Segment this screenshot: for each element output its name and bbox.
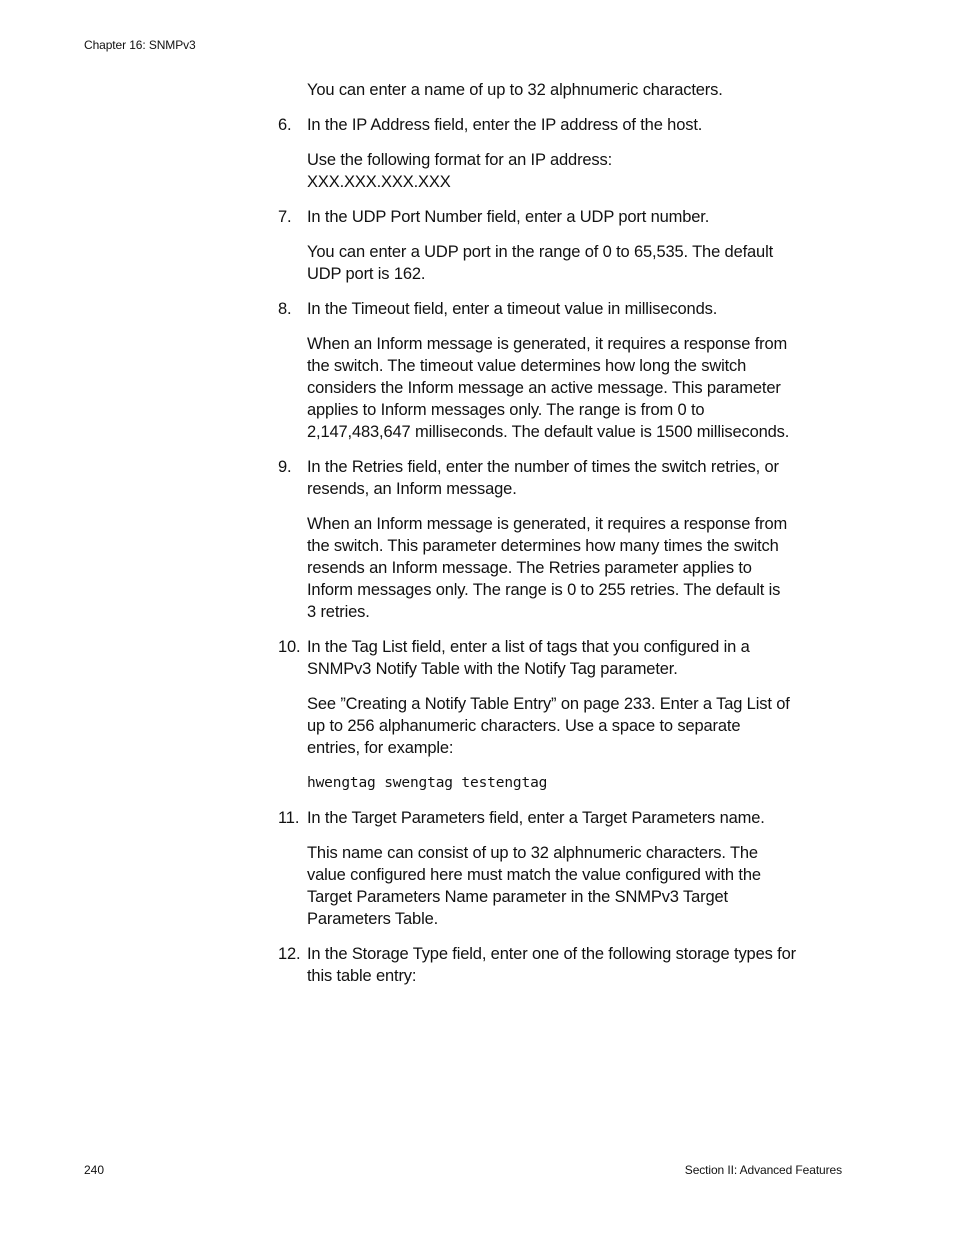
step-8	[278, 298, 848, 320]
text-line: In the Retries field, enter the number of times the switch retries, or	[307, 458, 779, 476]
text-line: Parameters Table.	[307, 910, 439, 928]
paragraph-name-length	[278, 79, 848, 101]
paragraph-target-parameters	[278, 842, 848, 930]
step-text	[307, 943, 848, 987]
text-line: the switch. The timeout value determines how long the switch	[307, 357, 747, 375]
step-10	[278, 636, 848, 680]
step-number: 7.	[278, 208, 292, 226]
page-number: 240	[84, 1163, 105, 1177]
step-11	[278, 807, 848, 829]
step-text: In the Target Parameters field, enter a Target Parameters name.	[307, 809, 765, 827]
text-line: When an Inform message is generated, it requires a response from	[307, 515, 788, 533]
text-line: You can enter a UDP port in the range of 0 to 65,535. The default	[307, 243, 774, 261]
text-line: Target Parameters Name parameter in the SNMPv3 Target	[307, 888, 728, 906]
text-line: resends an Inform message. The Retries parameter applies to	[307, 559, 752, 577]
text-line: considers the Inform message an active message. This parameter	[307, 379, 781, 397]
text-line: You can enter a name of up to 32 alphnumeric characters.	[307, 81, 723, 99]
text-line: applies to Inform messages only. The range is from 0 to	[307, 401, 705, 419]
text-line: resends, an Inform message.	[307, 480, 517, 498]
paragraph-ip-format	[278, 149, 848, 193]
text-line: 3 retries.	[307, 603, 370, 621]
step-7	[278, 206, 848, 228]
text-line: XXX.XXX.XXX.XXX	[307, 173, 451, 191]
step-text: In the IP Address field, enter the IP address of the host.	[307, 116, 703, 134]
step-text: In the UDP Port Number field, enter a UDP port number.	[307, 208, 710, 226]
main-content	[278, 79, 848, 1000]
running-footer-section: Section II: Advanced Features	[684, 1163, 842, 1177]
text-line: the switch. This parameter determines how many times the switch	[307, 537, 779, 555]
step-text	[307, 636, 848, 680]
step-12	[278, 943, 848, 987]
step-6	[278, 114, 848, 136]
text-line: up to 256 alphanumeric characters. Use a space to separate	[307, 717, 741, 735]
text-line: See ”Creating a Notify Table Entry” on page 233. Enter a Tag List of	[307, 695, 790, 713]
step-text	[307, 456, 848, 500]
step-number: 12.	[278, 945, 301, 963]
text-line: Inform messages only. The range is 0 to 255 retries. The default is	[307, 581, 781, 599]
text-line: In the Tag List field, enter a list of tags that you configured in a	[307, 638, 750, 656]
text-line: UDP port is 162.	[307, 265, 426, 283]
paragraph-retries	[278, 513, 848, 623]
paragraph-tag-list	[278, 693, 848, 759]
step-text: In the Timeout field, enter a timeout value in milliseconds.	[307, 300, 718, 318]
paragraph-udp-range	[278, 241, 848, 285]
text-line: In the Storage Type field, enter one of the following storage types for	[307, 945, 796, 963]
step-9	[278, 456, 848, 500]
paragraph-timeout	[278, 333, 848, 443]
step-number: 11.	[278, 809, 300, 827]
text-line: Use the following format for an IP address:	[307, 151, 613, 169]
text-line: This name can consist of up to 32 alphnumeric characters. The	[307, 844, 758, 862]
step-number: 8.	[278, 300, 292, 318]
text-line: 2,147,483,647 milliseconds. The default value is 1500 milliseconds.	[307, 423, 790, 441]
text-line: entries, for example:	[307, 739, 454, 757]
text-line: this table entry:	[307, 967, 417, 985]
text-line: When an Inform message is generated, it requires a response from	[307, 335, 788, 353]
code-example-tags: hwengtag swengtag testengtag	[307, 775, 548, 791]
running-header-chapter: Chapter 16: SNMPv3	[84, 38, 196, 52]
step-number: 6.	[278, 116, 292, 134]
text-line: value configured here must match the value configured with the	[307, 866, 761, 884]
step-number: 9.	[278, 458, 292, 476]
text-line: SNMPv3 Notify Table with the Notify Tag parameter.	[307, 660, 678, 678]
step-number: 10.	[278, 638, 301, 656]
